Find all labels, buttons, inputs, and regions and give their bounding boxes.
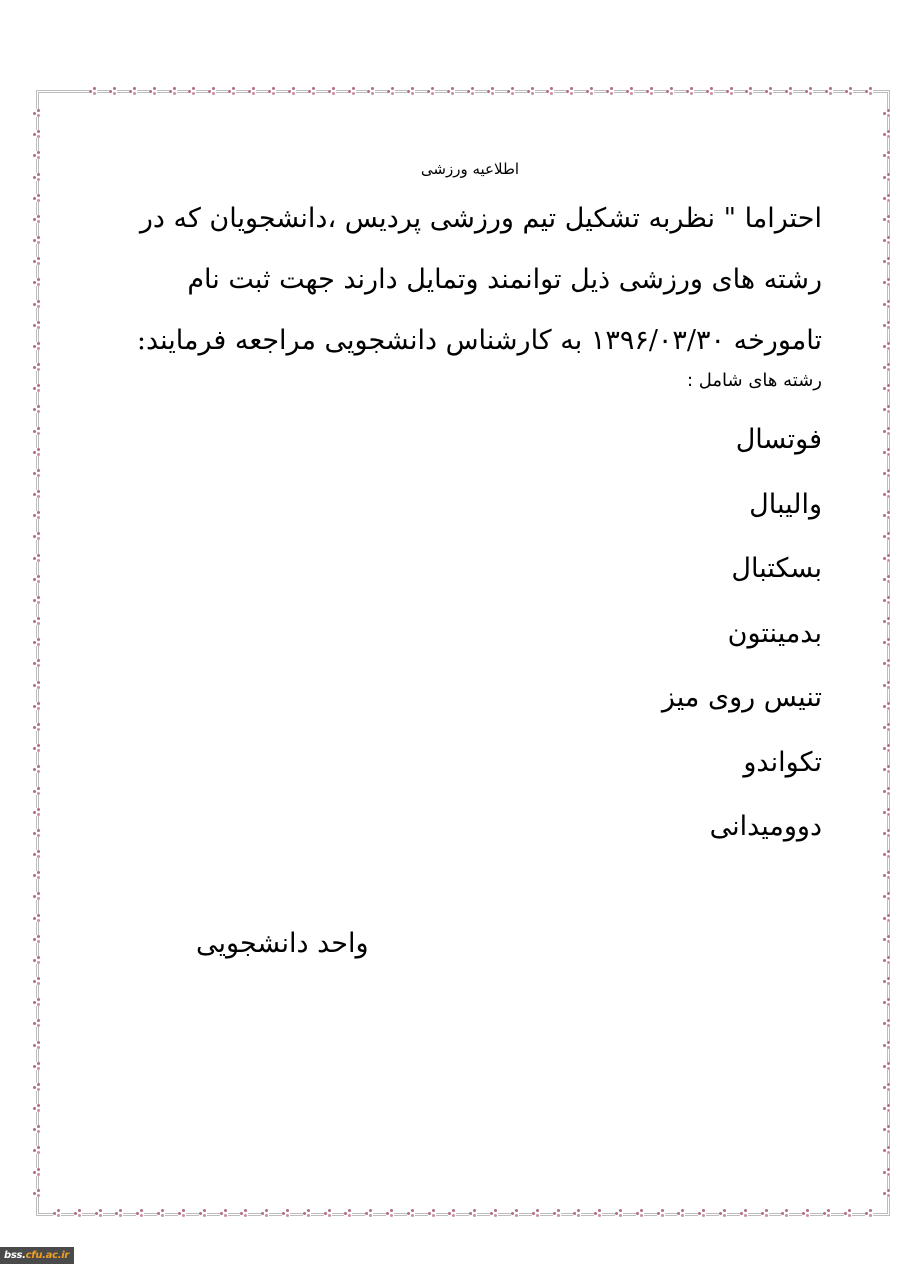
flower-ornament-icon (33, 342, 41, 350)
flower-ornament-icon (883, 1104, 891, 1112)
flower-ornament-icon (228, 87, 236, 95)
flower-ornament-icon (33, 575, 41, 583)
intro-paragraph (132, 188, 822, 371)
flower-ornament-icon (288, 87, 296, 95)
flower-ornament-icon (33, 405, 41, 413)
flower-ornament-icon (883, 448, 891, 456)
flower-ornament-icon (33, 109, 41, 117)
flower-ornament-icon (157, 1209, 165, 1217)
flower-ornament-icon (883, 1041, 891, 1049)
flower-ornament-icon (883, 278, 891, 286)
flower-ornament-icon (677, 1209, 685, 1217)
flower-ornament-icon (33, 744, 41, 752)
flower-ornament-icon (248, 87, 256, 95)
flower-ornament-icon (129, 87, 137, 95)
flower-ornament-icon (308, 87, 316, 95)
flower-ornament-icon (883, 194, 891, 202)
flower-ornament-icon (883, 914, 891, 922)
flower-ornament-icon (178, 1209, 186, 1217)
flower-ornament-icon (387, 87, 395, 95)
flower-ornament-icon (33, 490, 41, 498)
flower-ornament-icon (407, 1209, 415, 1217)
flower-ornament-icon (33, 384, 41, 392)
flower-ornament-icon (883, 871, 891, 879)
flower-ornament-icon (33, 363, 41, 371)
flower-ornament-icon (825, 87, 833, 95)
flower-ornament-icon (883, 1146, 891, 1154)
flower-ornament-icon (883, 808, 891, 816)
flower-ornament-icon (33, 765, 41, 773)
flower-ornament-icon (883, 300, 891, 308)
flower-ornament-icon (33, 151, 41, 159)
flower-ornament-icon (615, 1209, 623, 1217)
watermark-prefix: bss. (4, 1250, 26, 1261)
flower-ornament-icon (490, 1209, 498, 1217)
flower-ornament-icon (883, 1125, 891, 1133)
flower-ornament-icon (883, 384, 891, 392)
flower-ornament-icon (33, 321, 41, 329)
flower-ornament-icon (706, 87, 714, 95)
flower-ornament-icon (365, 1209, 373, 1217)
flower-ornament-icon (527, 87, 535, 95)
sport-item: بسکتبال (731, 553, 822, 584)
sports-list-label: رشته های شامل : (687, 370, 822, 391)
flower-ornament-icon (883, 977, 891, 985)
flower-ornament-icon (33, 956, 41, 964)
flower-ornament-icon (33, 596, 41, 604)
sports-list (662, 418, 822, 870)
flower-ornament-icon (33, 469, 41, 477)
flower-ornament-icon (765, 87, 773, 95)
flower-ornament-icon (447, 87, 455, 95)
flower-ornament-icon (594, 1209, 602, 1217)
flower-ornament-icon (169, 87, 177, 95)
flower-ornament-icon (33, 1168, 41, 1176)
flower-ornament-icon (883, 427, 891, 435)
flower-ornament-icon (386, 1209, 394, 1217)
flower-ornament-icon (740, 1209, 748, 1217)
flower-ornament-icon (883, 575, 891, 583)
flower-ornament-icon (448, 1209, 456, 1217)
flower-ornament-icon (33, 194, 41, 202)
flower-ornament-icon (33, 808, 41, 816)
flower-ornament-icon (698, 1209, 706, 1217)
flower-ornament-icon (220, 1209, 228, 1217)
sport-item: والیبال (749, 488, 822, 520)
site-watermark (0, 1247, 74, 1264)
flower-ornament-icon (883, 787, 891, 795)
flower-ornament-icon (883, 892, 891, 900)
flower-ornament-icon (199, 1209, 207, 1217)
sport-item: بدمینتون (727, 617, 822, 649)
flower-ornament-icon (33, 257, 41, 265)
flower-ornament-icon (33, 617, 41, 625)
signature: واحد دانشجویی (196, 928, 369, 959)
flower-ornament-icon (823, 1209, 831, 1217)
flower-ornament-icon (33, 702, 41, 710)
flower-ornament-icon (883, 638, 891, 646)
flower-ornament-icon (883, 511, 891, 519)
flower-ornament-icon (532, 1209, 540, 1217)
flower-ornament-icon (95, 1209, 103, 1217)
flower-ornament-icon (33, 1189, 41, 1197)
flower-ornament-icon (428, 1209, 436, 1217)
flower-ornament-icon (303, 1209, 311, 1217)
flower-ornament-icon (566, 87, 574, 95)
flower-ornament-icon (666, 87, 674, 95)
flower-ornament-icon (686, 87, 694, 95)
flower-ornament-icon (33, 681, 41, 689)
flower-ornament-icon (33, 1146, 41, 1154)
flower-ornament-icon (33, 1083, 41, 1091)
border-left-ornaments (33, 109, 43, 1197)
border-top-ornaments (89, 87, 873, 97)
flower-ornament-icon (344, 1209, 352, 1217)
flower-ornament-icon (636, 1209, 644, 1217)
flower-ornament-icon (883, 935, 891, 943)
flower-ornament-icon (33, 787, 41, 795)
flower-ornament-icon (109, 87, 117, 95)
sport-item: تنیس روی میز (661, 682, 822, 713)
flower-ornament-icon (427, 87, 435, 95)
flower-ornament-icon (33, 1062, 41, 1070)
flower-ornament-icon (33, 236, 41, 244)
flower-ornament-icon (487, 87, 495, 95)
flower-ornament-icon (573, 1209, 581, 1217)
flower-ornament-icon (33, 892, 41, 900)
flower-ornament-icon (865, 1209, 873, 1217)
border-bottom-ornaments (53, 1209, 873, 1219)
border-right-ornaments (883, 109, 893, 1197)
flower-ornament-icon (883, 765, 891, 773)
flower-ornament-icon (33, 427, 41, 435)
flower-ornament-icon (883, 829, 891, 837)
flower-ornament-icon (33, 511, 41, 519)
flower-ornament-icon (883, 151, 891, 159)
intro-line: تامورخه ۱۳۹۶/۰۳/۳۰ به کارشناس دانشجویی مراجعه فرمایند: (136, 325, 822, 356)
flower-ornament-icon (33, 829, 41, 837)
flower-ornament-icon (883, 490, 891, 498)
flower-ornament-icon (883, 109, 891, 117)
flower-ornament-icon (33, 638, 41, 646)
flower-ornament-icon (208, 87, 216, 95)
flower-ornament-icon (33, 532, 41, 540)
flower-ornament-icon (33, 977, 41, 985)
flower-ornament-icon (745, 87, 753, 95)
flower-ornament-icon (33, 1104, 41, 1112)
flower-ornament-icon (883, 956, 891, 964)
flower-ornament-icon (883, 342, 891, 350)
flower-ornament-icon (33, 723, 41, 731)
sport-item: فوتسال (735, 424, 822, 455)
flower-ornament-icon (883, 236, 891, 244)
flower-ornament-icon (883, 130, 891, 138)
flower-ornament-icon (883, 363, 891, 371)
flower-ornament-icon (883, 321, 891, 329)
flower-ornament-icon (781, 1209, 789, 1217)
flower-ornament-icon (546, 87, 554, 95)
flower-ornament-icon (553, 1209, 561, 1217)
flower-ornament-icon (188, 87, 196, 95)
flower-ornament-icon (33, 1125, 41, 1133)
flower-ornament-icon (33, 554, 41, 562)
flower-ornament-icon (33, 300, 41, 308)
flower-ornament-icon (883, 1083, 891, 1091)
flower-ornament-icon (626, 87, 634, 95)
flower-ornament-icon (74, 1209, 82, 1217)
flower-ornament-icon (407, 87, 415, 95)
flower-ornament-icon (136, 1209, 144, 1217)
flower-ornament-icon (883, 405, 891, 413)
flower-ornament-icon (883, 215, 891, 223)
flower-ornament-icon (33, 130, 41, 138)
flower-ornament-icon (606, 87, 614, 95)
flower-ornament-icon (467, 87, 475, 95)
flower-ornament-icon (268, 87, 276, 95)
flower-ornament-icon (726, 87, 734, 95)
intro-line: احتراما " نظربه تشکیل تیم ورزشی پردیس ،دانشجویان که در (139, 203, 822, 234)
flower-ornament-icon (282, 1209, 290, 1217)
flower-ornament-icon (883, 744, 891, 752)
flower-ornament-icon (261, 1209, 269, 1217)
flower-ornament-icon (883, 723, 891, 731)
flower-ornament-icon (805, 87, 813, 95)
sport-item: تکواندو (743, 746, 822, 778)
flower-ornament-icon (883, 1168, 891, 1176)
flower-ornament-icon (33, 850, 41, 858)
flower-ornament-icon (802, 1209, 810, 1217)
flower-ornament-icon (469, 1209, 477, 1217)
watermark-domain: cfu.ac.ir (25, 1250, 70, 1261)
flower-ornament-icon (33, 215, 41, 223)
flower-ornament-icon (883, 681, 891, 689)
flower-ornament-icon (865, 87, 873, 95)
flower-ornament-icon (33, 278, 41, 286)
flower-ornament-icon (883, 1019, 891, 1027)
flower-ornament-icon (883, 532, 891, 540)
flower-ornament-icon (53, 1209, 61, 1217)
intro-line: رشته های ورزشی ذیل توانمند وتمایل دارند جهت ثبت نام (187, 264, 822, 295)
flower-ornament-icon (883, 1189, 891, 1197)
flower-ornament-icon (324, 1209, 332, 1217)
flower-ornament-icon (883, 469, 891, 477)
flower-ornament-icon (33, 659, 41, 667)
notice-title: اطلاعیه ورزشی (420, 160, 520, 178)
flower-ornament-icon (883, 617, 891, 625)
flower-ornament-icon (115, 1209, 123, 1217)
flower-ornament-icon (845, 87, 853, 95)
flower-ornament-icon (785, 87, 793, 95)
flower-ornament-icon (33, 1041, 41, 1049)
flower-ornament-icon (883, 554, 891, 562)
flower-ornament-icon (883, 1062, 891, 1070)
flower-ornament-icon (883, 702, 891, 710)
flower-ornament-icon (33, 448, 41, 456)
flower-ornament-icon (507, 87, 515, 95)
flower-ornament-icon (33, 1019, 41, 1027)
flower-ornament-icon (33, 935, 41, 943)
flower-ornament-icon (511, 1209, 519, 1217)
flower-ornament-icon (761, 1209, 769, 1217)
flower-ornament-icon (719, 1209, 727, 1217)
flower-ornament-icon (646, 87, 654, 95)
flower-ornament-icon (657, 1209, 665, 1217)
flower-ornament-icon (89, 87, 97, 95)
flower-ornament-icon (586, 87, 594, 95)
flower-ornament-icon (149, 87, 157, 95)
flower-ornament-icon (883, 998, 891, 1006)
flower-ornament-icon (844, 1209, 852, 1217)
flower-ornament-icon (883, 596, 891, 604)
flower-ornament-icon (33, 914, 41, 922)
flower-ornament-icon (367, 87, 375, 95)
flower-ornament-icon (883, 850, 891, 858)
sport-item: دوومیدانی (709, 811, 822, 842)
flower-ornament-icon (348, 87, 356, 95)
flower-ornament-icon (883, 659, 891, 667)
flower-ornament-icon (33, 871, 41, 879)
flower-ornament-icon (33, 998, 41, 1006)
flower-ornament-icon (240, 1209, 248, 1217)
flower-ornament-icon (328, 87, 336, 95)
flower-ornament-icon (883, 257, 891, 265)
